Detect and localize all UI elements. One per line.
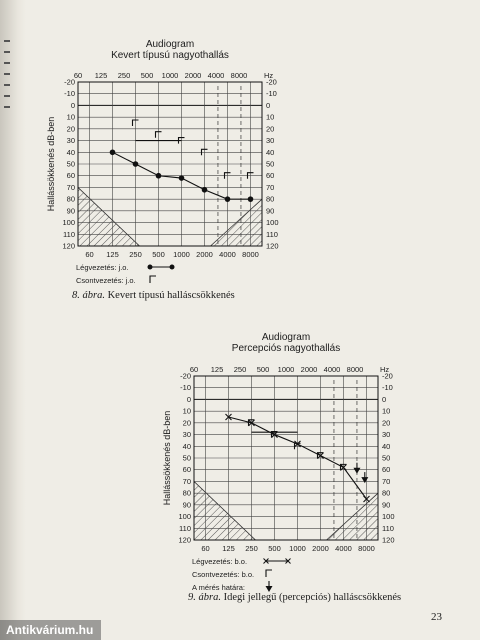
y-tick-right: 40 <box>382 441 391 451</box>
x-top-tick-label: 125 <box>210 365 224 374</box>
y-tick-left: 30 <box>182 430 191 440</box>
audiogram-2 <box>158 328 398 598</box>
y-tick-left: 110 <box>63 229 75 239</box>
legend-label: Légvezetés: j.o. <box>76 263 129 272</box>
y-tick-left: -20 <box>180 371 191 381</box>
legend-marker <box>150 276 156 283</box>
y-tick-right: 40 <box>266 147 275 157</box>
y-tick-right: 80 <box>382 488 391 498</box>
legend-label: Légvezetés: b.o. <box>192 557 248 566</box>
y-tick-right: 110 <box>266 229 278 239</box>
x-top-tick-label: 1000 <box>161 71 179 80</box>
y-tick-right: 60 <box>382 465 391 475</box>
x-top-tick-label: 4000 <box>207 71 225 80</box>
y-axis-label: Hallássökkenés dB-ben <box>162 410 172 506</box>
y-tick-right: 90 <box>266 206 275 216</box>
figure-9-number: 9. ábra. <box>188 592 221 603</box>
y-axis-label: Hallássökkenés dB-ben <box>46 116 56 212</box>
y-tick-right: 10 <box>266 112 275 122</box>
y-tick-right: 60 <box>266 171 275 181</box>
legend-marker <box>148 265 153 270</box>
legend-label: Csontvezetés: b.o. <box>192 570 255 579</box>
y-tick-left: 120 <box>62 241 75 251</box>
hatch-region-left <box>78 187 140 246</box>
y-tick-left: 80 <box>66 194 75 204</box>
x-top-tick-label: 125 <box>94 71 108 80</box>
y-tick-right: 0 <box>266 100 271 110</box>
x-bottom-tick-label: 8000 <box>358 544 375 553</box>
y-tick-right: 50 <box>266 159 275 169</box>
data-point-air-conduction <box>133 161 139 167</box>
y-tick-left: -20 <box>64 77 75 87</box>
x-top-tick-label: 2000 <box>300 365 318 374</box>
limit-arrow-head <box>353 468 360 474</box>
y-tick-right: 100 <box>382 512 395 522</box>
y-tick-right: 90 <box>382 500 391 510</box>
x-top-tick-label: 500 <box>140 71 154 80</box>
x-bottom-tick-label: 500 <box>268 544 281 553</box>
audiogram-1 <box>42 36 282 296</box>
x-unit-label: Hz <box>380 365 390 374</box>
figure-8-text: Kevert típusú halláscsökkenés <box>107 290 235 301</box>
chart-subtitle: Percepciós nagyothallás <box>231 343 341 354</box>
y-tick-left: 0 <box>186 394 191 404</box>
x-bottom-tick-label: 1000 <box>289 544 306 553</box>
x-unit-label: Hz <box>264 71 274 80</box>
page-number: 23 <box>431 611 442 623</box>
y-tick-right: 110 <box>382 523 394 533</box>
y-tick-left: 0 <box>70 100 75 110</box>
y-tick-left: 70 <box>66 182 75 192</box>
x-bottom-tick-label: 1000 <box>173 250 190 259</box>
y-tick-right: 30 <box>266 136 275 146</box>
y-tick-right: 30 <box>382 430 391 440</box>
figure-8-caption <box>72 290 235 301</box>
x-bottom-tick-label: 4000 <box>219 250 236 259</box>
y-tick-left: 50 <box>182 453 191 463</box>
y-tick-right: 20 <box>382 418 391 428</box>
y-tick-left: 110 <box>179 523 191 533</box>
y-tick-right: 70 <box>382 476 391 486</box>
x-bottom-tick-label: 60 <box>201 544 210 553</box>
y-tick-right: -10 <box>266 89 277 99</box>
spine-marks <box>4 40 14 120</box>
y-tick-right: -10 <box>382 383 393 393</box>
figure-9-caption <box>188 592 401 603</box>
y-tick-left: 10 <box>66 112 75 122</box>
y-tick-right: -20 <box>266 77 277 87</box>
x-bottom-tick-label: 60 <box>85 250 94 259</box>
x-top-tick-label: 8000 <box>230 71 248 80</box>
x-bottom-tick-label: 250 <box>245 544 258 553</box>
x-bottom-tick-label: 250 <box>129 250 142 259</box>
chart-subtitle: Kevert típusú nagyothallás <box>111 50 229 61</box>
x-top-tick-label: 250 <box>117 71 131 80</box>
y-tick-left: 50 <box>66 159 75 169</box>
data-point-air-conduction <box>110 149 116 155</box>
figure-9-text: Idegi jellegű (percepciós) halláscsökkenés <box>223 592 402 603</box>
y-tick-right: 120 <box>382 535 395 545</box>
x-bottom-tick-label: 125 <box>106 250 119 259</box>
x-top-tick-label: 1000 <box>277 365 295 374</box>
y-tick-right: 100 <box>266 218 279 228</box>
y-tick-left: 30 <box>66 136 75 146</box>
y-tick-left: 60 <box>182 465 191 475</box>
legend-label: Csontvezetés: j.o. <box>76 276 136 285</box>
y-tick-left: 20 <box>66 124 75 134</box>
y-tick-left: 40 <box>66 147 75 157</box>
chart-title: Audiogram <box>261 332 311 343</box>
y-tick-right: -20 <box>382 371 393 381</box>
data-point-air-conduction <box>179 175 185 181</box>
y-tick-right: 0 <box>382 394 387 404</box>
data-point-air-conduction <box>156 173 162 179</box>
legend-marker <box>170 265 175 270</box>
chart-title: Audiogram <box>145 39 195 50</box>
y-tick-right: 10 <box>382 406 391 416</box>
y-tick-left: -10 <box>180 383 191 393</box>
y-tick-right: 80 <box>266 194 275 204</box>
x-top-tick-label: 250 <box>233 365 247 374</box>
y-tick-right: 120 <box>266 241 279 251</box>
x-bottom-tick-label: 8000 <box>242 250 259 259</box>
y-tick-left: 70 <box>182 476 191 486</box>
y-tick-left: 60 <box>66 171 75 181</box>
limit-arrow-head <box>361 477 368 483</box>
figure-8-number: 8. ábra. <box>72 290 105 301</box>
data-point-air-conduction <box>225 196 231 202</box>
y-tick-right: 20 <box>266 124 275 134</box>
legend-label: A mérés határa: <box>192 583 245 592</box>
y-tick-left: 90 <box>66 206 75 216</box>
x-bottom-tick-label: 2000 <box>312 544 329 553</box>
data-point-air-conduction <box>202 187 208 193</box>
x-bottom-tick-label: 4000 <box>335 544 352 553</box>
x-top-tick-label: 500 <box>256 365 270 374</box>
y-tick-right: 70 <box>266 182 275 192</box>
y-tick-left: 10 <box>182 406 191 416</box>
y-tick-left: 80 <box>182 488 191 498</box>
legend-marker <box>266 570 272 577</box>
x-bottom-tick-label: 500 <box>152 250 165 259</box>
watermark: Antikvárium.hu <box>0 620 101 640</box>
data-point-air-conduction <box>248 196 254 202</box>
y-tick-left: 40 <box>182 441 191 451</box>
x-top-tick-label: 8000 <box>346 365 364 374</box>
x-top-tick-label: 60 <box>189 365 199 374</box>
y-tick-left: 120 <box>178 535 191 545</box>
hatch-region-left <box>194 481 256 540</box>
y-tick-left: 100 <box>62 218 75 228</box>
x-bottom-tick-label: 2000 <box>196 250 213 259</box>
x-bottom-tick-label: 125 <box>222 544 235 553</box>
x-top-tick-label: 60 <box>73 71 83 80</box>
y-tick-right: 50 <box>382 453 391 463</box>
y-tick-left: 100 <box>178 512 191 522</box>
y-tick-left: 20 <box>182 418 191 428</box>
y-tick-left: -10 <box>64 89 75 99</box>
x-top-tick-label: 4000 <box>323 365 341 374</box>
x-top-tick-label: 2000 <box>184 71 202 80</box>
y-tick-left: 90 <box>182 500 191 510</box>
